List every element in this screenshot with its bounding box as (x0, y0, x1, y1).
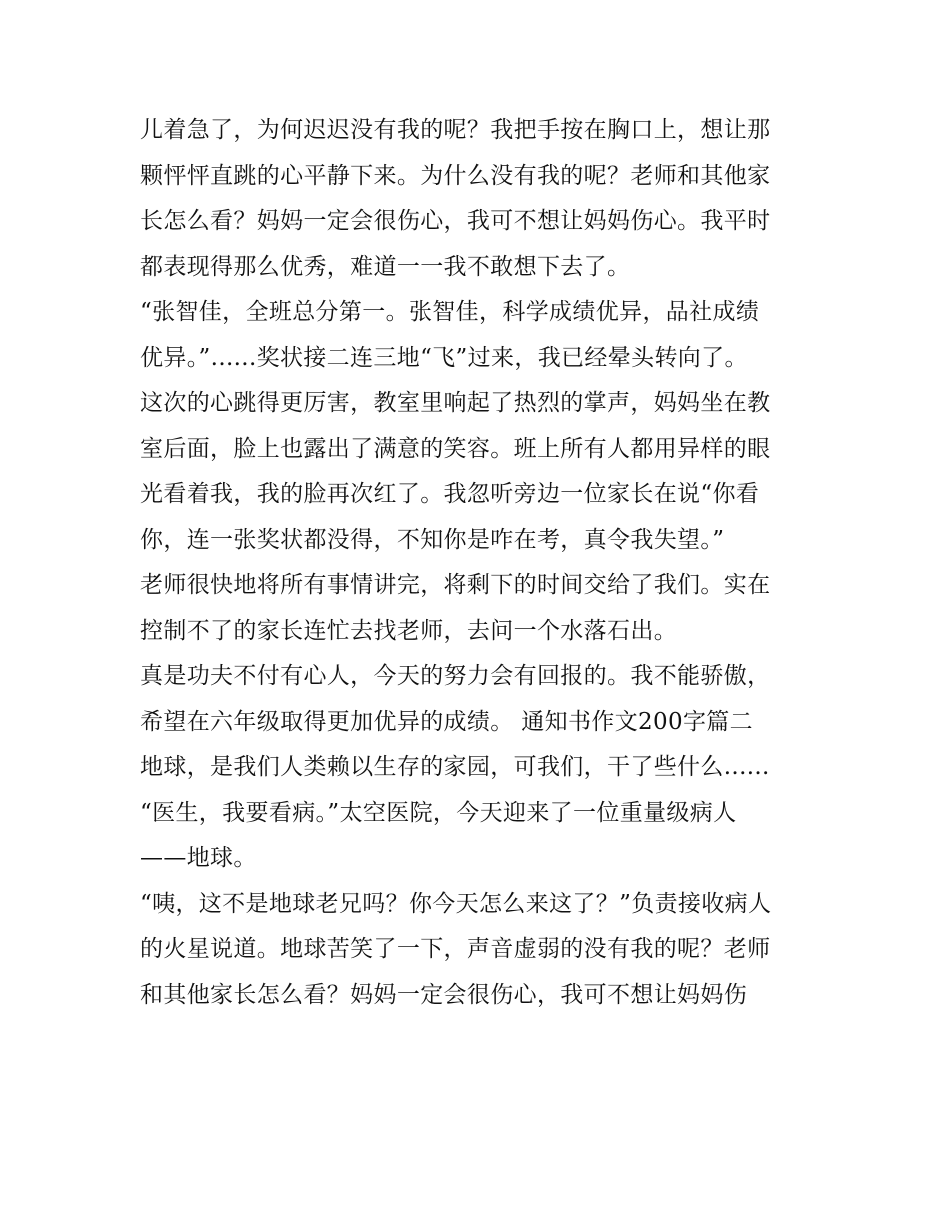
text-line: 你，连一张奖状都没得，不知你是咋在考，真令我失望。” (140, 526, 725, 553)
text-line: 长怎么看？妈妈一定会很伤心，我可不想让妈妈伤心。我平时 (140, 208, 771, 234)
text-line: 的火星说道。地球苦笑了一下，声音虚弱的没有我的呢？老师 (140, 936, 771, 962)
text-line: 地球，是我们人类赖以生存的家园，可我们，干了些什么...... (140, 754, 770, 780)
text-line: 希望在六年级取得更加优异的成绩。 通知书作文200字篇二 (140, 708, 754, 735)
text-line: 儿着急了，为何迟迟没有我的呢？我把手按在胸口上，想让那 (140, 117, 771, 143)
text-line: 真是功夫不付有心人，今天的努力会有回报的。我不能骄傲， (140, 663, 771, 689)
body-text (140, 108, 830, 1018)
text-line: “医生，我要看病。”太空医院，今天迎来了一位重量级病人 (140, 799, 737, 826)
text-line: 室后面，脸上也露出了满意的笑容。班上所有人都用异样的眼 (140, 435, 771, 462)
text-line: 和其他家长怎么看？妈妈一定会很伤心，我可不想让妈妈伤 (140, 981, 748, 1008)
text-line: 光看着我，我的脸再次红了。我忽听旁边一位家长在说“你看 (140, 481, 760, 507)
text-line: 都表现得那么优秀，难道一一我不敢想下去了。 (140, 253, 631, 280)
text-line: 优异。”......奖状接二连三地“飞”过来，我已经晕头转向了。 (140, 344, 748, 371)
text-line: “张智佳，全班总分第一。张智佳，科学成绩优异，品社成绩 (140, 299, 760, 325)
text-line: 颗怦怦直跳的心平静下来。为什么没有我的呢？老师和其他家 (140, 162, 771, 189)
text-line: 老师很快地将所有事情讲完，将剩下的时间交给了我们。实在 (140, 572, 771, 598)
text-line: 这次的心跳得更厉害，教室里响起了热烈的掌声，妈妈坐在教 (140, 390, 771, 416)
text-line: “咦，这不是地球老兄吗？你今天怎么来这了？”负责接收病人 (140, 890, 772, 917)
text-line: ——地球。 (140, 845, 257, 871)
text-line: 控制不了的家长连忙去找老师，去问一个水落石出。 (140, 617, 678, 644)
